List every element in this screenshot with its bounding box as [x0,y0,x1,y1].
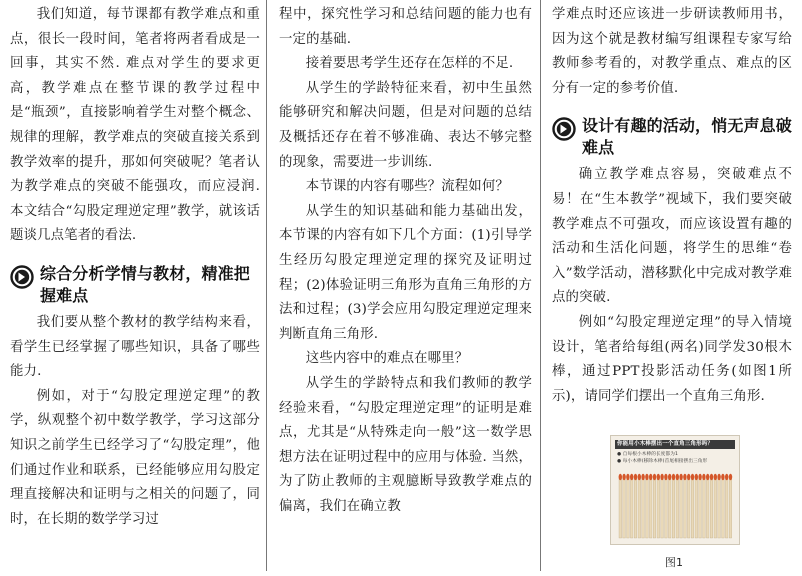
matchstick [718,478,721,538]
paragraph: 从学生的学龄特点和我们教师的教学经验来看，“勾股定理逆定理”的证明是难点，尤其是“从特殊走向一般”这一数学思想方法在证明过程中的应用与体验. 当然，为了防止教师的主观臆断导致教学难点的偏离，我们在确立教 [279,375,532,514]
matchstick [684,478,687,538]
matchstick-head [721,474,724,480]
matchstick-head [645,474,648,480]
paragraph: 我们要从整个教材的教学结构来看，看学生已经掌握了哪些知识，具备了哪些能力. [10,314,260,380]
column-divider [540,0,541,571]
matchstick [722,478,725,538]
arrow-circle-icon [10,265,34,289]
matchstick-head [630,474,633,480]
matchstick [649,478,652,538]
matchstick [623,478,626,538]
matchstick [661,478,664,538]
paragraph: 从学生的学龄特征来看，初中生虽然能够研究和解决问题，但是对问题的总结及概括还存在着不够准确、表达不够完整的现象，需要进一步训练. [279,80,532,170]
matchstick-head [710,474,713,480]
figure-task-2: ● 每小木棒(移除木棒)首尾相接摆出三角形 [617,459,708,465]
paragraph: 学难点时还应该进一步研读教师用书，因为这个就是教材编写组课程专家写给教师参考看的，对教学重点、难点的区分有一定的参考价值. [552,7,792,96]
paragraph: 程中，探究性学习和总结问题的能力也有一定的基础. [279,7,532,47]
matchstick-head [634,474,637,480]
matchstick-head [702,474,705,480]
column-2 [279,3,532,519]
matchstick-head [619,474,622,480]
matchstick-head [698,474,701,480]
paragraph: 接着要思考学生还存在怎样的不足. [305,56,514,72]
paragraph: 例如，对于“勾股定理逆定理”的教学，纵观整个初中数学教学，学习这部分知识之前学生已经学习了“勾股定理”，他们通过作业和联系，已经能够应用勾股定理直接解决和证明与之相关的问题了，同时，在长期的数学学习过 [10,388,260,527]
matchstick-head [679,474,682,480]
matchstick [672,478,675,538]
matchsticks-illustration [617,470,733,540]
matchstick [706,478,709,538]
section-heading-text: 设计有趣的活动，悄无声息破难点 [582,116,792,158]
matchstick-head [622,474,625,480]
paragraph: 我们知道，每节课都有教学难点和重点，很长一段时间，笔者将两者看成是一回事，其实不然. 难点对学生的要求更高，教学难点在整节课的教学过程中是“瓶颈”，直接影响着学生对整个概念、规律的理解，教学难点的突破直接关系到教学效率的提升，那如何突破呢？笔者认为教学难点的突破不能强攻，而应浸润. 本文结合“勾股定理逆定理”教学，就该话题谈几点笔者的看法. [10,7,260,244]
matchstick [676,478,679,538]
matchstick [699,478,702,538]
matchstick-head [668,474,671,480]
paragraph: 本节课的内容有哪些？流程如何？ [305,179,509,195]
matchstick [619,478,622,538]
matchstick [725,478,728,538]
matchstick-head [683,474,686,480]
matchstick-head [706,474,709,480]
paragraph: 例如“勾股定理逆定理”的导入情境设计，笔者给每组(两名)同学发30根木棒，通过PPT投影活动任务(如图1所示)，请同学们摆出一个直角三角形. [552,314,792,404]
matchstick [695,478,698,538]
section-heading-1 [10,263,260,307]
paragraph: 这些内容中的难点在哪里？ [305,351,469,367]
paragraph: 确立教学难点容易，突破难点不易！在“生本教学”视域下，我们要突破教学难点不可强攻，而应该设置有趣的活动和生活化问题，将学生的思维“卷入”数学活动，潜移默化中完成对教学难点的突破. [552,167,792,306]
matchstick [627,478,630,538]
matchstick-head [641,474,644,480]
matchstick [691,478,694,538]
matchstick [646,478,649,538]
column-1 [10,3,260,532]
figure-image [610,435,740,545]
matchstick [653,478,656,538]
matchstick-head [714,474,717,480]
matchstick-head [725,474,728,480]
matchstick-head [672,474,675,480]
matchstick-head [729,474,732,480]
matchstick-head [664,474,667,480]
matchstick-head [626,474,629,480]
figure-task-1: ● 自每根小木棒的长度都为1 [617,452,679,458]
column-3 [552,3,792,576]
matchstick-head [717,474,720,480]
column-divider [266,0,267,571]
matchstick [714,478,717,538]
matchstick-head [687,474,690,480]
matchstick [680,478,683,538]
matchstick [634,478,637,538]
matchstick-head [638,474,641,480]
figure-title: 你能用小木棒摆出一个直角三角形吗？ [615,440,735,449]
matchstick-head [695,474,698,480]
matchstick-head [657,474,660,480]
section-heading-2 [552,115,792,159]
figure-1 [610,435,738,576]
matchstick-head [676,474,679,480]
matchstick [638,478,641,538]
matchstick [710,478,713,538]
matchstick [665,478,668,538]
matchstick [668,478,671,538]
matchstick-head [649,474,652,480]
matchstick [687,478,690,538]
arrow-circle-icon [552,117,576,141]
matchstick [657,478,660,538]
matchstick-head [691,474,694,480]
matchstick [630,478,633,538]
matchstick [642,478,645,538]
matchstick [729,478,732,538]
section-heading-text: 综合分析学情与教材，精准把握难点 [40,263,250,305]
matchstick-head [653,474,656,480]
paragraph: 从学生的知识基础和能力基础出发，本节课的内容有如下几个方面：(1)引导学生经历勾股定理逆定理的探究及证明过程；(2)体验证明三角形为直角三角形的方法和过程；(3)学会应用勾股定理逆定理来判断直角三角形. [279,203,532,342]
matchstick [703,478,706,538]
matchstick-head [660,474,663,480]
figure-caption: 图1 [664,556,684,570]
